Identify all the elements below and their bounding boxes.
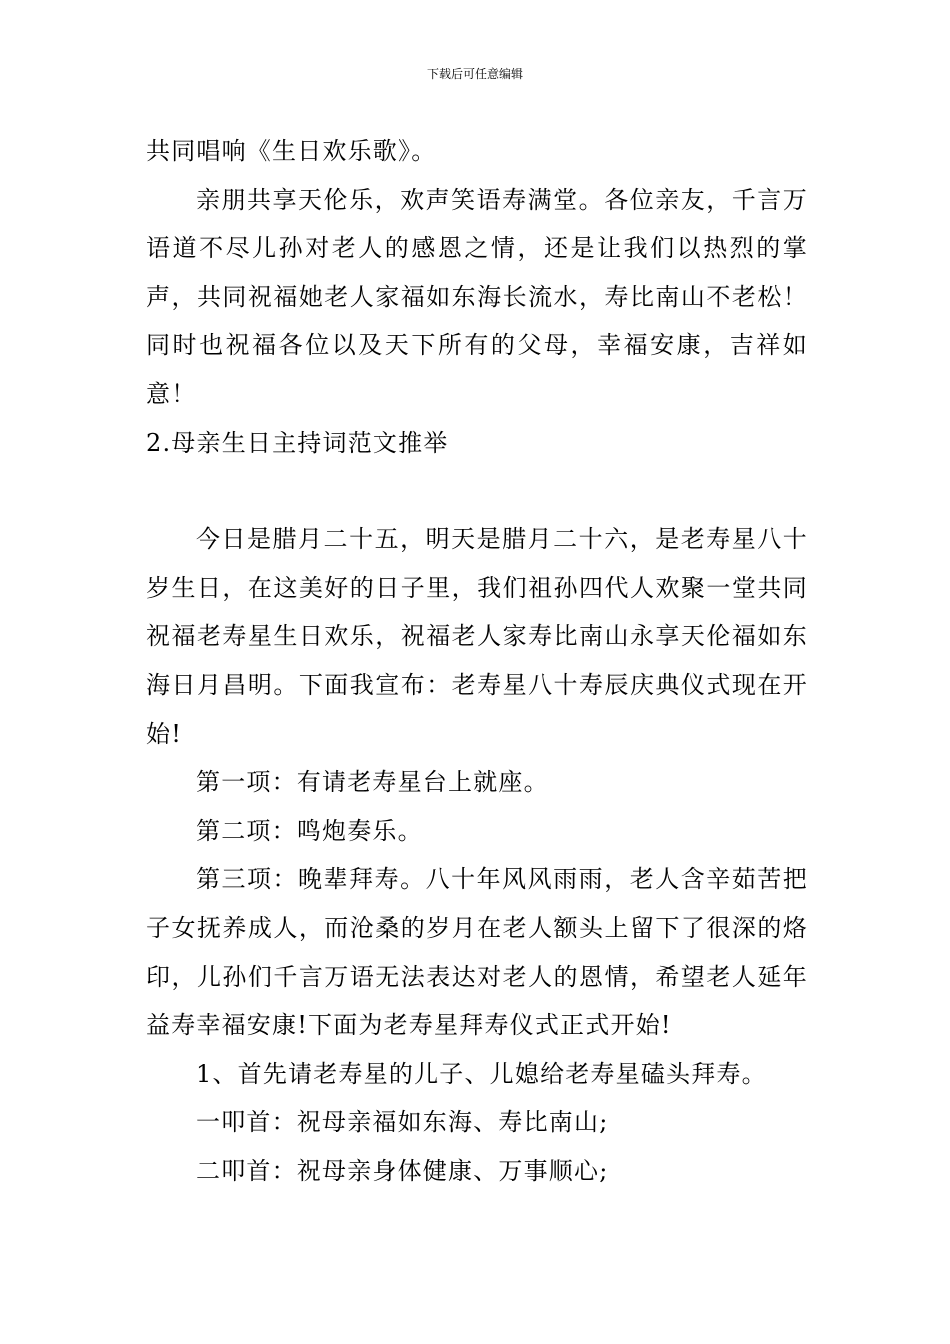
paragraph: 亲朋共享天伦乐，欢声笑语寿满堂。各位亲友，千言万语道不尽儿孙对老人的感恩之情，还是让我们以热烈的掌声，共同祝福她老人家福如东海长流水，寿比南山不老松！同时也祝福各位以及天下所有的父母，幸福安康，吉祥如意！ bbox=[146, 185, 808, 408]
section-heading: 2.母亲生日主持词范文推举 bbox=[146, 428, 449, 457]
paragraph: 一叩首：祝母亲福如东海、寿比南山; bbox=[196, 1108, 609, 1137]
paragraph: 1、首先请老寿星的儿子、儿媳给老寿星磕头拜寿。 bbox=[196, 1059, 767, 1088]
paragraph: 第一项：有请老寿星台上就座。 bbox=[196, 768, 549, 797]
document-body bbox=[146, 127, 808, 1195]
page-header: 下载后可任意编辑 bbox=[426, 67, 523, 81]
paragraph: 共同唱响《生日欢乐歌》。 bbox=[146, 137, 437, 165]
paragraph: 第三项：晚辈拜寿。八十年风风雨雨，老人含辛茹苦把子女抚养成人，而沧桑的岁月在老人额头上留下了很深的烙印，儿孙们千言万语无法表达对老人的恩情，希望老人延年益寿幸福安康!下面为老寿星拜寿仪式正式开始! bbox=[146, 865, 808, 1040]
paragraph: 二叩首：祝母亲身体健康、万事顺心; bbox=[196, 1156, 609, 1185]
paragraph: 今日是腊月二十五，明天是腊月二十六，是老寿星八十岁生日，在这美好的日子里，我们祖孙四代人欢聚一堂共同祝福老寿星生日欢乐，祝福老人家寿比南山永享天伦福如东海日月昌明。下面我宣布：老寿星八十寿辰庆典仪式现在开始! bbox=[146, 525, 808, 748]
paragraph: 第二项：鸣炮奏乐。 bbox=[196, 816, 423, 845]
blank-line bbox=[146, 467, 808, 515]
